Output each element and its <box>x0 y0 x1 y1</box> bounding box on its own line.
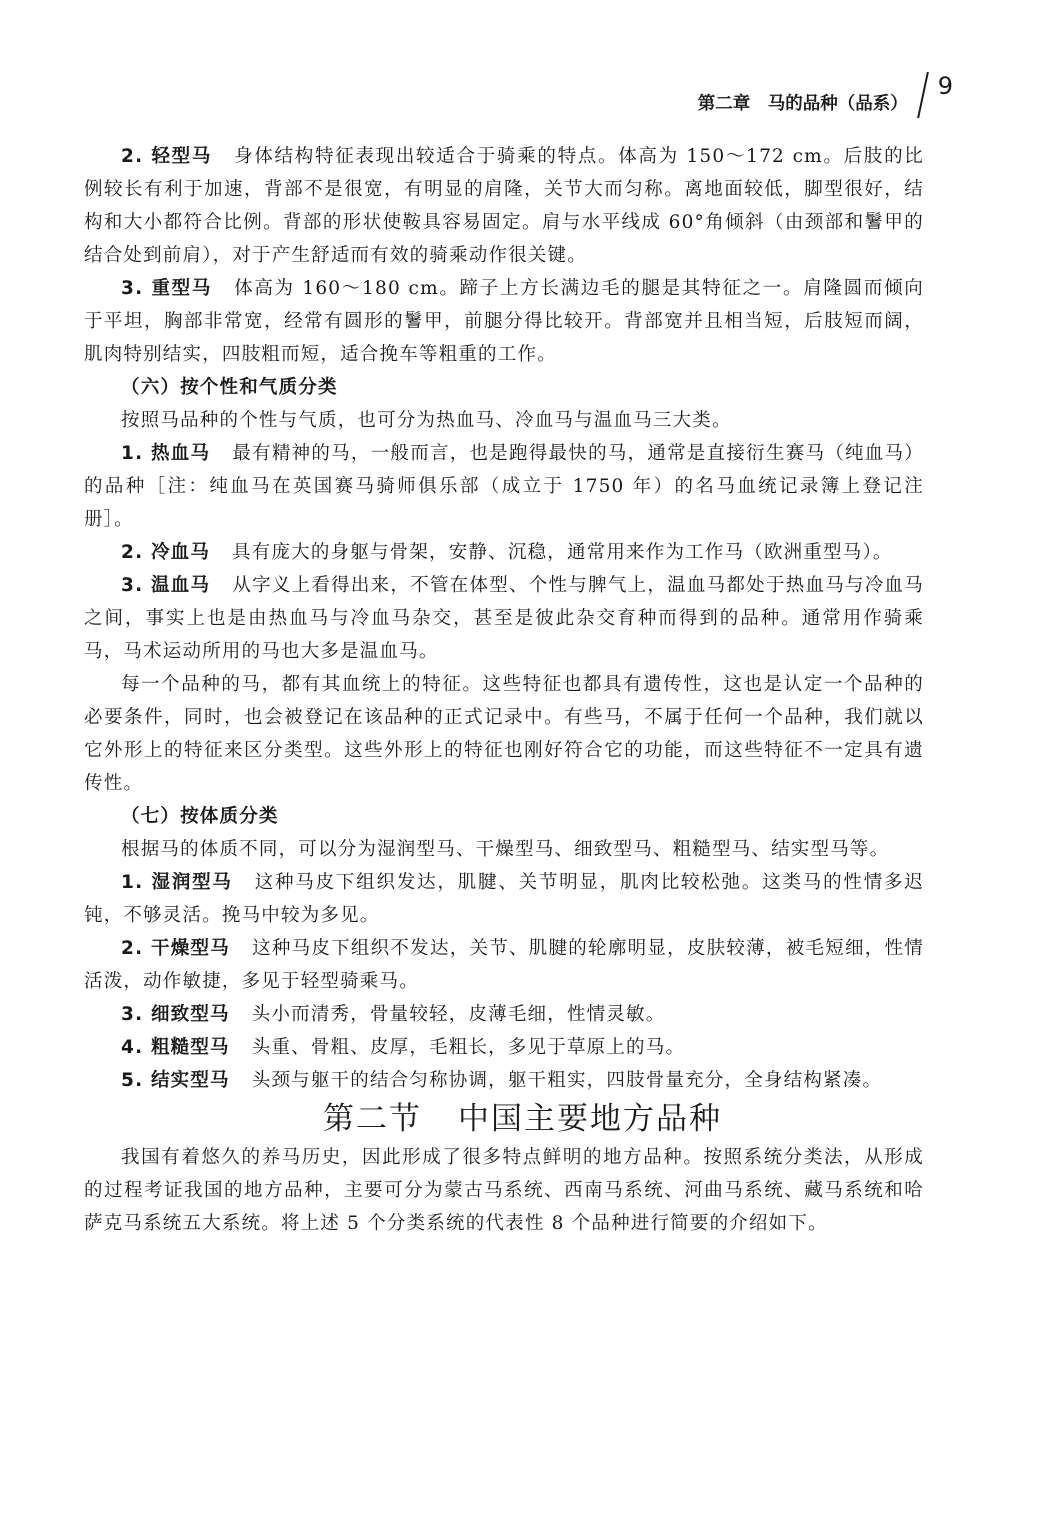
paragraph-coarse-type <box>84 1031 924 1064</box>
section-name: 中国主要地方品种 <box>458 1101 722 1137</box>
paragraph-cold-blood <box>84 536 924 569</box>
running-header <box>697 72 953 118</box>
section-number: 第二节 <box>323 1101 422 1137</box>
item-text: 身体结构特征表现出较适合于骑乘的特点。体高为 150～172 cm。后肢的比例较长有利于加速，背部不是很宽，有明显的肩隆，关节大而匀称。离地面较低，脚型很好，结构和大小都符合比例。背部的形状使鞍具容易固定。肩与水平线成 60°角倾斜（由颈部和鬐甲的结合处到前肩），对于产生舒适而有效的骑乘动作很关键。 <box>84 146 924 266</box>
item-text: 头小而清秀，骨量较轻，皮薄毛细，性情灵敏。 <box>251 1004 666 1025</box>
item-text: 这种马皮下组织发达，肌腱、关节明显，肌肉比较松弛。这类马的性情多迟钝，不够灵活。挽马中较为多见。 <box>84 872 924 926</box>
paragraph-humid-type <box>84 866 924 932</box>
item-label: 1. 湿润型马 <box>121 872 233 893</box>
item-label: 5. 结实型马 <box>121 1070 230 1091</box>
item-text: 从字义上看得出来，不管在体型、个性与脾气上，温血马都处于热血马与冷血马之间，事实上也是由热血马与冷血马杂交，甚至是彼此杂交育种而得到的品种。通常用作骑乘马，马术运动所用的马也大多是温血马。 <box>84 575 924 662</box>
paragraph-solid-type <box>84 1064 924 1097</box>
page-body <box>84 140 924 1240</box>
paragraph-hot-blood <box>84 437 924 536</box>
item-label: 1. 热血马 <box>121 443 211 464</box>
paragraph-dry-type <box>84 932 924 998</box>
item-text: 具有庞大的身躯与骨架，安静、沉稳，通常用来作为工作马（欧洲重型马）。 <box>232 542 893 563</box>
item-label: 2. 干燥型马 <box>121 938 231 959</box>
page-number: 9 <box>937 72 953 100</box>
item-text: 这种马皮下组织不发达，关节、肌腱的轮廓明显，皮肤较薄，被毛短细，性情活泼，动作敏捷，多见于轻型骑乘马。 <box>84 938 924 992</box>
subheading-constitution: （七）按体质分类 <box>121 806 279 827</box>
paragraph-warm-blood <box>84 569 924 668</box>
paragraph-heredity: 每一个品种的马，都有其血统上的特征。这些特征也都具有遗传性，这也是认定一个品种的必要条件，同时，也会被登记在该品种的正式记录中。有些马，不属于任何一个品种，我们就以它外形上的特征来区分类型。这些外形上的特征也刚好符合它的功能，而这些特征不一定具有遗传性。 <box>84 674 924 794</box>
item-text: 最有精神的马，一般而言，也是跑得最快的马，通常是直接衍生赛马（纯血马）的品种［注：纯血马在英国赛马骑师俱乐部（成立于 1750 年）的名马血统记录簿上登记注册］。 <box>84 443 924 530</box>
item-text: 体高为 160～180 cm。蹄子上方长满边毛的腿是其特征之一。肩隆圆而倾向于平坦，胸部非常宽，经常有圆形的鬐甲，前腿分得比较开。背部宽并且相当短，后肢短而阔，肌肉特别结实，四肢粗而短，适合挽车等粗重的工作。 <box>84 278 924 365</box>
section-heading <box>84 1097 924 1141</box>
header-divider <box>917 72 929 118</box>
item-text: 头重、骨粗、皮厚，毛粗长，多见于草原上的马。 <box>251 1037 686 1058</box>
paragraph-light-horse <box>84 140 924 272</box>
item-label: 3. 温血马 <box>121 575 211 596</box>
item-label: 2. 轻型马 <box>121 146 213 167</box>
subheading-temperament: （六）按个性和气质分类 <box>121 377 338 398</box>
item-label: 3. 细致型马 <box>121 1004 230 1025</box>
item-text: 头颈与躯干的结合匀称协调，躯干粗实，四肢骨量充分，全身结构紧凑。 <box>251 1070 883 1091</box>
paragraph-heavy-horse <box>84 272 924 371</box>
paragraph-temperament-intro: 按照马品种的个性与气质，也可分为热血马、冷血马与温血马三大类。 <box>121 410 732 431</box>
paragraph-section-intro: 我国有着悠久的养马历史，因此形成了很多特点鲜明的地方品种。按照系统分类法，从形成的过程考证我国的地方品种，主要可分为蒙古马系统、西南马系统、河曲马系统、藏马系统和哈萨克马系统五大系统。将上述 5 个分类系统的代表性 8 个品种进行简要的介绍如下。 <box>84 1147 924 1234</box>
item-label: 4. 粗糙型马 <box>121 1037 230 1058</box>
paragraph-fine-type <box>84 998 924 1031</box>
chapter-title: 第二章 马的品种（品系） <box>697 94 908 114</box>
item-label: 2. 冷血马 <box>121 542 211 563</box>
paragraph-constitution-intro: 根据马的体质不同，可以分为湿润型马、干燥型马、细致型马、粗糙型马、结实型马等。 <box>121 839 890 860</box>
item-label: 3. 重型马 <box>121 278 213 299</box>
